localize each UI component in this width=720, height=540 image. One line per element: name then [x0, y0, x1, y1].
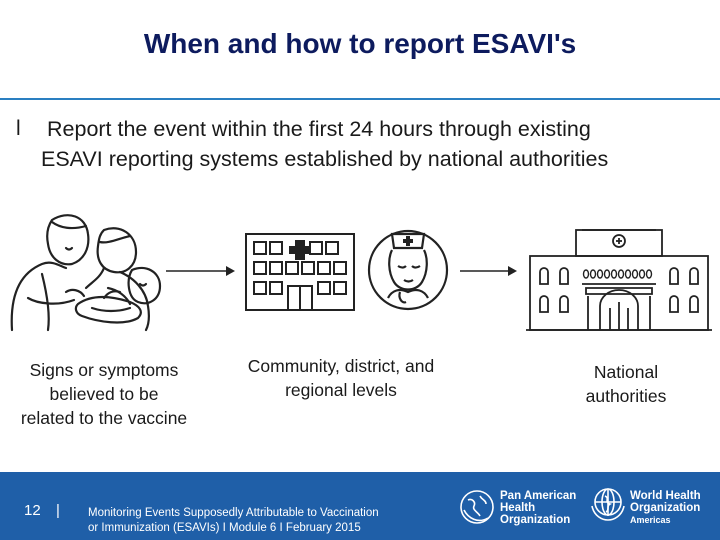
paho-emblem-icon	[458, 488, 496, 526]
step-2-caption	[226, 354, 456, 402]
caption-line: authorities	[585, 386, 667, 406]
doctor-icon	[366, 222, 450, 314]
hospital-icon	[244, 232, 356, 312]
who-line-3: Americas	[630, 515, 671, 525]
bullet-text-line-2: ESAVI reporting systems established by national authorities	[41, 147, 609, 171]
paho-line-2: Health	[500, 502, 536, 514]
footer-line-2: or Immunization (ESAVIs) I Module 6 I February 2015	[88, 522, 361, 534]
footer-line-1: Monitoring Events Supposedly Attributable to Vaccination	[88, 507, 379, 519]
caption-line: Community, district, and	[247, 356, 435, 376]
footer-citation	[88, 506, 379, 536]
caption-line: regional levels	[285, 380, 397, 400]
flow-arrow-1	[164, 265, 236, 277]
bullet-text-line-1: Report the event within the first 24 hours through existing	[47, 117, 591, 141]
step-1-caption	[0, 358, 208, 430]
title-divider	[0, 98, 720, 100]
who-emblem-icon	[588, 486, 628, 524]
page-number: 12	[24, 502, 41, 519]
slide-title: When and how to report ESAVI's	[143, 28, 577, 59]
who-line-2: Organization	[630, 502, 701, 514]
paho-line-3: Organization	[500, 514, 571, 526]
caption-line: Signs or symptoms	[29, 360, 179, 380]
family-with-baby-icon	[8, 208, 176, 334]
footer-bar	[0, 472, 720, 540]
paho-logo-text	[500, 490, 576, 526]
caption-line: related to the vaccine	[20, 408, 188, 428]
caption-line: believed to be	[49, 384, 159, 404]
paho-line-1: Pan American	[500, 490, 577, 502]
bullet-marker: l	[16, 117, 21, 140]
who-line-1: World Health	[630, 490, 701, 502]
caption-line: National	[593, 362, 659, 382]
page-separator: |	[56, 502, 60, 519]
government-building-icon	[524, 226, 714, 334]
who-logo-text	[630, 490, 701, 526]
step-3-caption	[566, 360, 686, 408]
flow-arrow-2	[458, 265, 518, 277]
